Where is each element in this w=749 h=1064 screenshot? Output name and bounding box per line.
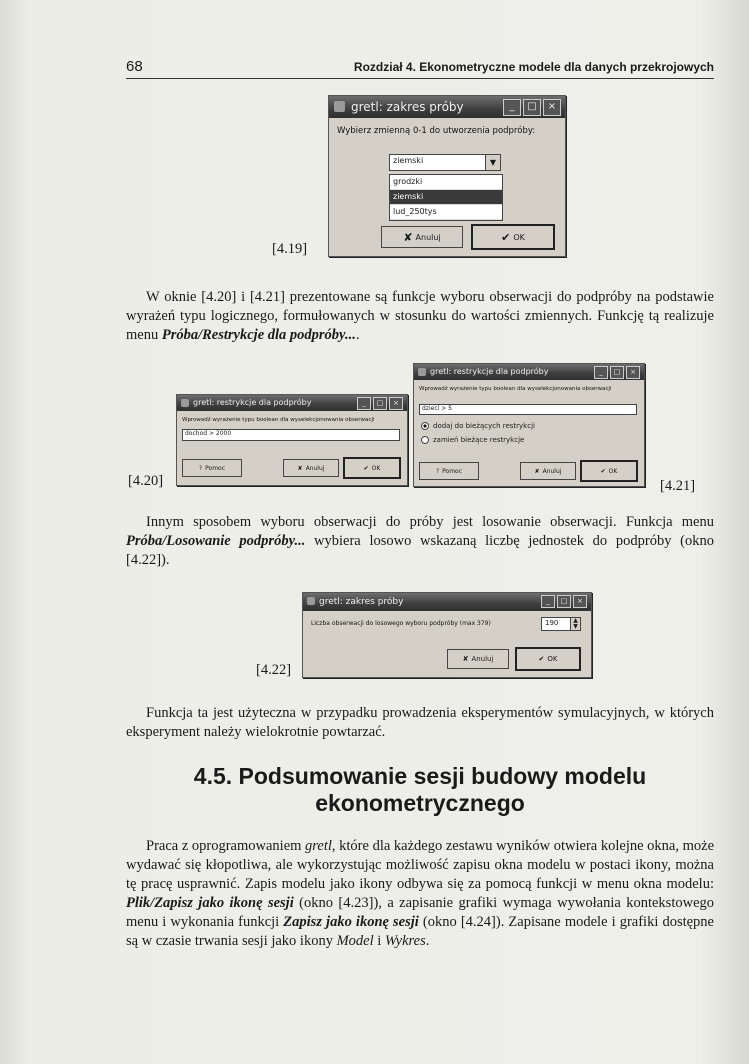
minimize-icon[interactable]: _ [541,595,555,608]
radio-unselected-icon [421,436,429,444]
menu-path-save-icon: Plik/Zapisz jako ikonę sesji [126,895,294,911]
ok-button[interactable] [580,460,638,482]
paragraph-session-summary: Praca z oprogramowaniem gretl, które dla każdego zestawu wyników otwiera kolejne okna, może wydawać się kłopotliwa, ale wykorzystując możliwość zapisu okna modelu w postaci ikony, można tę pracę usprawnić. Zapis modelu jako ikony odbywa się za pomocą funkcji w menu okna modelu: Plik/Zapisz jako ikonę sesji (okno [4.23]), a zapisanie grafiki wymaga wywołania kontekstowego menu i wykonania funkcji Zapisz jako ikonę sesji (okno [4.24]). Zapisane modele i grafiki dostępne są w czasie trwania sesji jako ikony Model i Wykres. [126,838,715,949]
ok-icon: ✔ [538,655,545,663]
maximize-icon[interactable]: □ [610,366,624,379]
ok-button[interactable] [343,457,401,479]
combo-value: ziemski [393,156,424,165]
variable-dropdown-list [389,174,503,221]
section-heading-line1: 4.5. Podsumowanie sesji budowy modelu [193,763,647,789]
ok-icon: ✔ [363,464,369,472]
help-icon: ? [198,464,203,472]
dialog-title: gretl: restrykcje dla podpróby [430,367,549,376]
cancel-button[interactable] [520,462,576,480]
radio-add-label: dodaj do bieżących restrykcji [433,422,535,430]
maximize-icon[interactable]: □ [373,397,387,410]
dialog-restrykcje-4-21 [413,363,645,487]
section-heading [126,763,714,817]
dialog-titlebar [414,364,644,380]
cancel-icon: ✘ [297,464,303,472]
paragraph-sampling: Innym sposobem wyboru obserwacji do próby jest losowanie obserwacji. Funkcja menu Próba/Losowanie podpróby... wybiera losowo wskazaną liczbę jednostek do podpróby (okno [4.22]). [126,514,714,568]
close-icon[interactable]: × [626,366,640,379]
radio-replace-label: zamień bieżące restrykcje [433,436,525,444]
dialog-zakres-proby-4-22 [302,592,592,678]
help-icon: ? [435,467,440,475]
maximize-icon[interactable]: □ [557,595,571,608]
chevron-down-icon[interactable]: ▼ [485,155,500,170]
close-icon[interactable]: × [543,99,561,116]
cancel-icon: ✘ [403,230,413,244]
cancel-label: Anuluj [471,655,494,663]
expression-input[interactable]: dzieci > 5 [419,404,637,415]
dialog-prompt: Liczba obserwacji do losowego wyboru podpróby (max 379) [311,620,491,627]
dialog-title: gretl: restrykcje dla podpróby [193,398,312,407]
paragraph-restrictions: W oknie [4.20] i [4.21] prezentowane są funkcje wyboru obserwacji do podpróby na podstawie wyrażeń typu logicznego, formułowanych w stosunku do wartości zmiennych. Funkcję tą realizuje menu Próba/Restrykcje dla podpróby.... [126,289,714,343]
help-label: Pomoc [205,464,226,472]
dropdown-option-ziemski[interactable]: ziemski [390,190,502,205]
close-icon[interactable]: × [389,397,403,410]
spin-arrows-icon[interactable]: ▲ ▼ [570,618,580,630]
radio-selected-icon [421,422,429,430]
menu-path-restrictions: Próba/Restrykcje dla podpróby... [161,327,356,343]
dropdown-option-grodzki[interactable]: grodzki [390,175,502,190]
ok-button[interactable] [515,647,581,671]
cancel-button[interactable] [381,226,463,248]
minimize-icon[interactable]: _ [503,99,521,116]
dialog-zakres-proby-4-19 [328,95,566,257]
ok-icon: ✔ [501,230,511,244]
stepper-value: 190 [545,619,559,627]
ok-label: OK [371,464,381,472]
expression-input[interactable]: dochod > 2000 [182,429,400,441]
cancel-label: Anuluj [542,467,562,475]
radio-replace-restriction[interactable] [421,436,524,444]
help-button[interactable] [182,459,242,477]
dialog-prompt: Wybierz zmienną 0-1 do utworzenia podpróby: [337,126,536,136]
cancel-label: Anuluj [305,464,325,472]
para2-text: Innym sposobem wyboru obserwacji do próby jest losowanie obserwacji. Funkcja menu [146,514,714,530]
ok-label: OK [608,467,618,475]
minimize-icon[interactable]: _ [357,397,371,410]
sample-size-stepper[interactable] [541,617,581,631]
dialog-prompt: Wprowadź wyrażenie typu boolean dla wyselekcjonowania obserwacji [419,386,612,392]
dialog-titlebar [303,593,591,611]
gretl-app-icon [307,597,315,605]
ok-button[interactable] [471,224,555,250]
gretl-app-icon [181,399,189,407]
radio-add-restriction[interactable] [421,422,535,430]
dialog-title: gretl: zakres próby [319,597,404,607]
close-icon[interactable]: × [573,595,587,608]
dropdown-option-lud-250tys[interactable]: lud_250tys [390,205,502,220]
running-head [126,58,714,79]
ok-label: OK [547,655,558,663]
ok-label: OK [513,232,525,242]
section-heading-line2: ekonometrycznego [315,790,525,816]
dialog-titlebar [329,96,565,118]
help-button[interactable] [419,462,479,480]
figure-label-4-20: [4.20] [128,473,164,489]
icon-name-wykres: Wykres [384,933,426,949]
figure-label-4-21: [4.21] [660,478,696,494]
para1-text: W oknie [4.20] i [4.21] prezentowane są funkcje wyboru obserwacji do podpróby na podstawie wyrażeń typu logicznego, formułowanych w stosunku do wartości zmiennych. Funkcję tą realizuje menu [126,289,714,343]
dialog-restrykcje-4-20 [176,394,408,486]
variable-combo[interactable] [389,154,501,171]
cancel-button[interactable] [447,649,509,669]
menu-path-sampling: Próba/Losowanie podpróby... [126,533,306,549]
dialog-title: gretl: zakres próby [351,100,464,114]
para3-text: Funkcja ta jest użyteczna w przypadku prowadzenia eksperymentów symulacyjnych, w których eksperyment należy wielokrotnie powtarzać. [126,705,714,740]
maximize-icon[interactable]: □ [523,99,541,116]
minimize-icon[interactable]: _ [594,366,608,379]
function-save-icon: Zapisz jako ikonę sesji [283,914,419,930]
dialog-titlebar [177,395,407,411]
ok-icon: ✔ [600,467,606,475]
paragraph-simulation [126,704,714,742]
gretl-app-icon [418,368,426,376]
page-number: 68 [126,58,143,75]
help-label: Pomoc [442,467,463,475]
figure-label-4-22: [4.22] [256,662,292,678]
figure-label-4-19: [4.19] [272,241,308,257]
chapter-title: Rozdział 4. Ekonometryczne modele dla danych przekrojowych [353,60,714,74]
software-name: gretl [305,838,332,854]
cancel-icon: ✘ [534,467,540,475]
cancel-button[interactable] [283,459,339,477]
dialog-prompt: Wprowadź wyrażenie typu boolean dla wyselekcjonowania obserwacji [182,417,375,423]
gretl-app-icon [334,101,345,112]
icon-name-model: Model [336,933,374,949]
cancel-icon: ✘ [462,655,469,663]
cancel-label: Anuluj [415,232,441,242]
